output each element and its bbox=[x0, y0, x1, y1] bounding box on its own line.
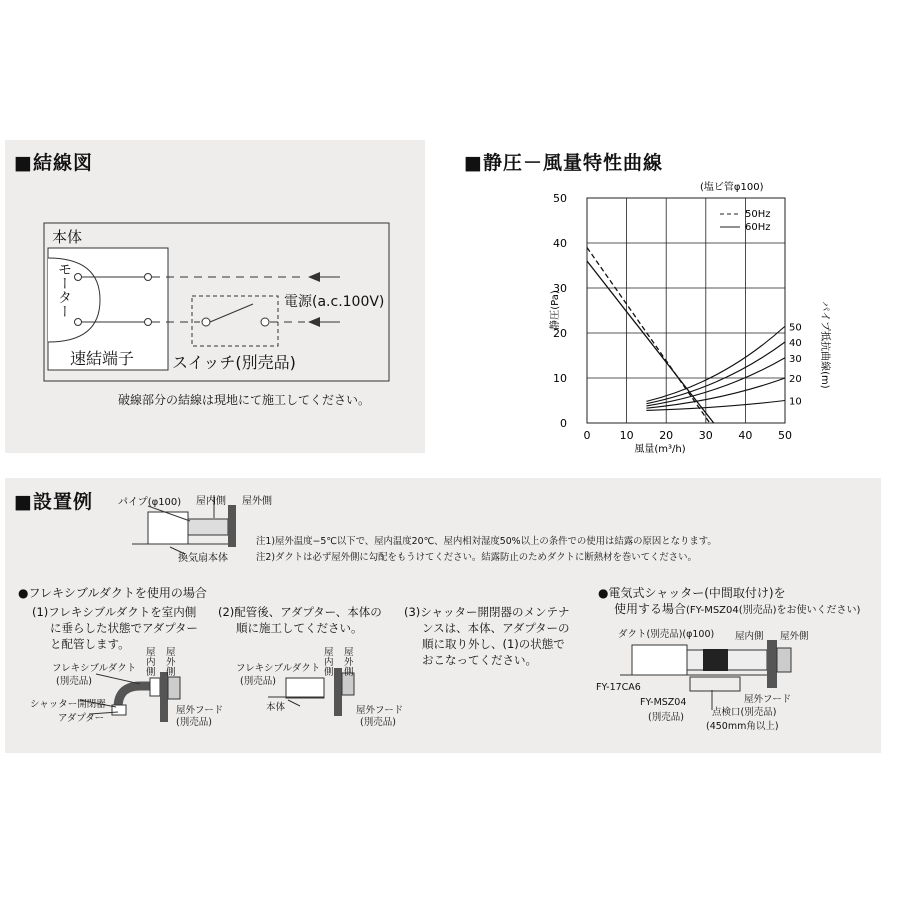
shutter-label: シャッター開閉器 bbox=[30, 699, 106, 710]
inspection-port bbox=[690, 677, 740, 691]
chart-title: (塩ビ管φ100) bbox=[700, 182, 764, 193]
flex-duct-label-1: フレキシブルダクト bbox=[52, 663, 137, 674]
y-tick-label: 40 bbox=[553, 237, 567, 250]
resistance-label: 30 bbox=[789, 353, 802, 365]
note1: 注1)屋外温度−5℃以下で、屋内温度20℃、屋内相対湿度50%以上の条件での使用は結露の原因となります。 bbox=[256, 536, 717, 547]
inspect-label: 点検口(別売品) bbox=[712, 707, 777, 718]
wall-2 bbox=[334, 668, 342, 716]
x-tick-label: 50 bbox=[778, 429, 792, 442]
inspect-size-label: (450mm角以上) bbox=[706, 721, 779, 732]
y-tick-label: 30 bbox=[553, 282, 567, 295]
wall-3 bbox=[767, 640, 777, 688]
outdoor-label: 屋外側 bbox=[242, 496, 272, 507]
hood-label-2: 屋外フード bbox=[356, 705, 404, 716]
resistance-label: 50 bbox=[789, 322, 802, 334]
flex-title: ●フレキシブルダクトを使用の場合 bbox=[18, 586, 207, 600]
electric-title-2: 使用する場合(FY-MSZ04(別売品)をお使いください) bbox=[614, 602, 861, 616]
outdoor-label-3: 屋外側 bbox=[780, 631, 809, 642]
y-tick-label: 0 bbox=[560, 417, 567, 430]
legend-60hz: 60Hz bbox=[745, 222, 771, 233]
shutter-unit bbox=[703, 649, 728, 671]
y-tick-label: 10 bbox=[553, 372, 567, 385]
duct-label: ダクト(別売品)(φ100) bbox=[618, 629, 715, 640]
power-label: 電源(a.c.100V) bbox=[284, 294, 385, 310]
indoor-v-1: 屋 内 側 bbox=[146, 647, 156, 678]
sold-sep-2: (別売品) bbox=[240, 676, 276, 687]
terminal-label: 速結端子 bbox=[70, 349, 135, 368]
hood-label-1: 屋外フード bbox=[176, 705, 224, 716]
wiring-note: 破線部分の結線は現地にて施工してください。 bbox=[118, 393, 371, 407]
hood-label-3: 屋外フード bbox=[744, 694, 792, 705]
outdoor-v-2: 屋 外 側 bbox=[344, 647, 354, 678]
resistance-curves-label: パイプ抵抗曲線(m) bbox=[819, 301, 830, 389]
hood-sold-1: (別売品) bbox=[176, 717, 212, 728]
resistance-label: 20 bbox=[789, 374, 802, 385]
shutter-sold-label: (別売品) bbox=[648, 712, 684, 723]
install-heading: ■設置例 bbox=[14, 491, 93, 513]
pipe-label: パイプ(φ100) bbox=[118, 497, 182, 508]
motor-label: モーター bbox=[56, 262, 72, 318]
shutter-model-label: FY-MSZ04 bbox=[640, 697, 687, 708]
switch-label: スイッチ(別売品) bbox=[172, 353, 296, 372]
fan-body-label: 換気扇本体 bbox=[178, 553, 228, 564]
indoor-label-3: 屋内側 bbox=[735, 631, 764, 642]
x-axis-label: 風量(m³/h) bbox=[634, 444, 686, 455]
step2: (2)配管後、アダプター、本体の 順に施工してください。 bbox=[218, 605, 382, 635]
hood-sold-2: (別売品) bbox=[360, 717, 396, 728]
resistance-label: 10 bbox=[789, 396, 802, 408]
curve-heading: ■静圧－風量特性曲線 bbox=[464, 152, 663, 174]
legend-50hz: 50Hz bbox=[745, 209, 771, 220]
x-tick-label: 40 bbox=[738, 429, 753, 442]
x-tick-label: 10 bbox=[619, 429, 634, 442]
electric-title-1: ●電気式シャッター(中間取付け)を bbox=[598, 586, 786, 600]
sold-sep-1: (別売品) bbox=[56, 676, 92, 687]
y-tick-label: 20 bbox=[553, 327, 567, 340]
body-label-2: 本体 bbox=[266, 702, 286, 713]
wall-1 bbox=[160, 672, 168, 722]
indoor-label: 屋内側 bbox=[196, 496, 226, 507]
flex-duct-label-2: フレキシブルダクト bbox=[236, 663, 321, 674]
body-label: 本体 bbox=[52, 228, 83, 246]
wall bbox=[228, 505, 236, 547]
note2: 注2)ダクトは必ず屋外側に勾配をもうけてください。結露防止のためダクトに断熱材を巻いてください。 bbox=[256, 552, 697, 563]
x-tick-label: 30 bbox=[698, 429, 713, 442]
step3: (3)シャッター開閉器のメンテナ ンスは、本体、アダプターの 順に取り外し、(1)の状態で おこなってください。 bbox=[404, 605, 570, 667]
resistance-label: 40 bbox=[789, 338, 802, 349]
x-tick-label: 0 bbox=[583, 429, 591, 442]
y-axis-label: 静圧(Pa) bbox=[550, 290, 561, 330]
outdoor-v-1: 屋 外 側 bbox=[166, 647, 176, 678]
step1: (1)フレキシブルダクトを室内側 に垂らした状態でアダプター と配管します。 bbox=[32, 605, 198, 651]
model-label: FY-17CA6 bbox=[596, 682, 641, 693]
adapter-label: アダプター bbox=[58, 713, 105, 724]
y-tick-label: 50 bbox=[553, 192, 567, 205]
wiring-heading: ■結線図 bbox=[14, 152, 93, 174]
indoor-v-2: 屋 内 側 bbox=[324, 647, 334, 678]
x-tick-label: 20 bbox=[659, 429, 674, 442]
